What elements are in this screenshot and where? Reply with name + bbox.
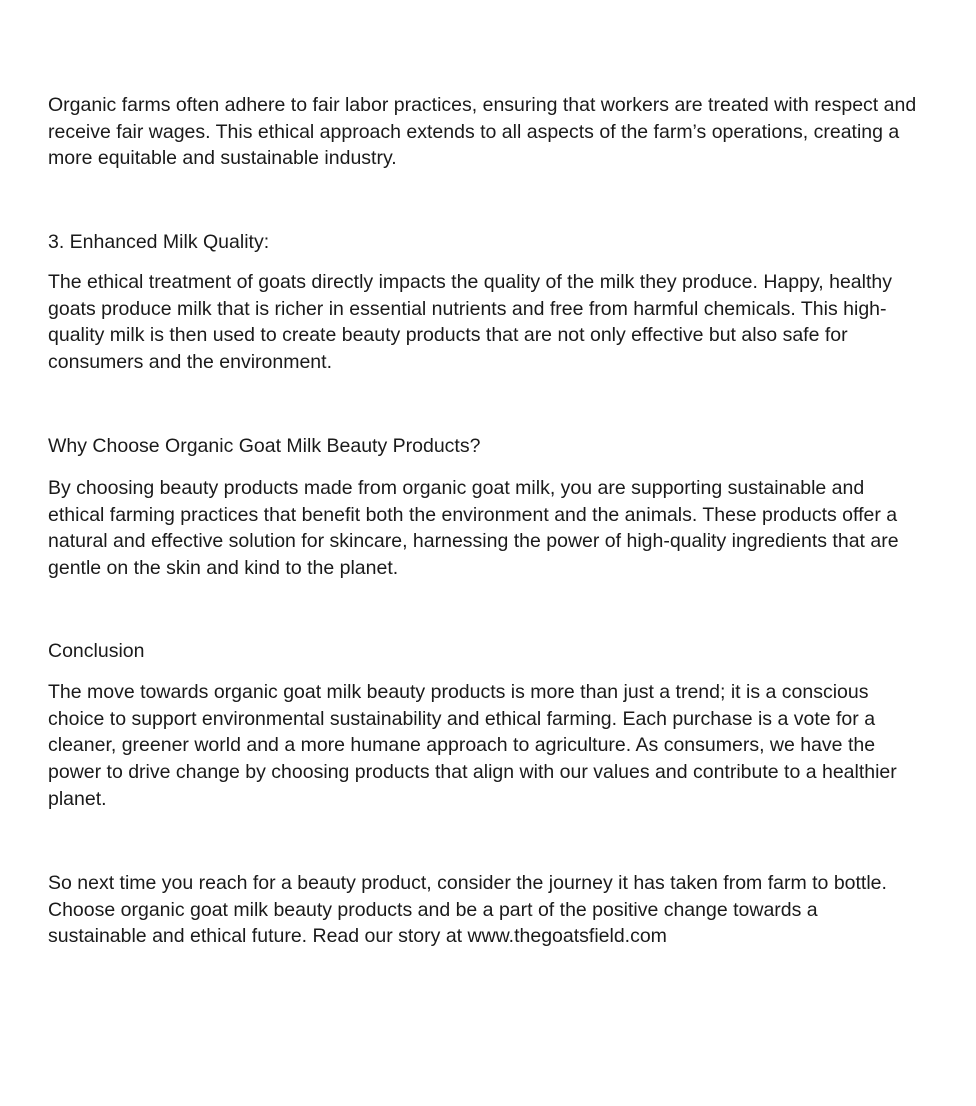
milk-quality-paragraph: The ethical treatment of goats directly impacts the quality of the milk they produce. Happy, healthy goats produce milk that is richer in essential nutrients and free from harmful chemicals. This high-quality milk is then used to create beauty products that are not only effective but also safe for consumers and the environment. bbox=[48, 271, 892, 374]
conclusion-paragraph: The move towards organic goat milk beauty products is more than just a trend; it is a conscious choice to support environmental sustainability and ethical farming. Each purchase is a vote for a cleaner, greener world and a more humane approach to agriculture. As consumers, we have the power to drive change by choosing products that align with our values and contribute to a healthier planet. bbox=[48, 681, 897, 810]
why-choose-heading: Why Choose Organic Goat Milk Beauty Products? bbox=[48, 435, 481, 457]
closing-paragraph: So next time you reach for a beauty product, consider the journey it has taken from farm to bottle. Choose organic goat milk beauty products and be a part of the positive change towards a sustainable and ethical future. Read our story at www.thegoatsfield.com bbox=[48, 872, 887, 948]
milk-quality-heading: 3. Enhanced Milk Quality: bbox=[48, 231, 270, 253]
why-choose-paragraph: By choosing beauty products made from organic goat milk, you are supporting sustainable and ethical farming practices that benefit both the environment and the animals. These products offer a natural and effective solution for skincare, harnessing the power of high-quality ingredients that are gentle on the skin and kind to the planet. bbox=[48, 477, 899, 580]
conclusion-heading: Conclusion bbox=[48, 640, 145, 662]
intro-paragraph: Organic farms often adhere to fair labor practices, ensuring that workers are treated with respect and receive fair wages. This ethical approach extends to all aspects of the farm’s operations, creating a more equitable and sustainable industry. bbox=[48, 94, 917, 170]
